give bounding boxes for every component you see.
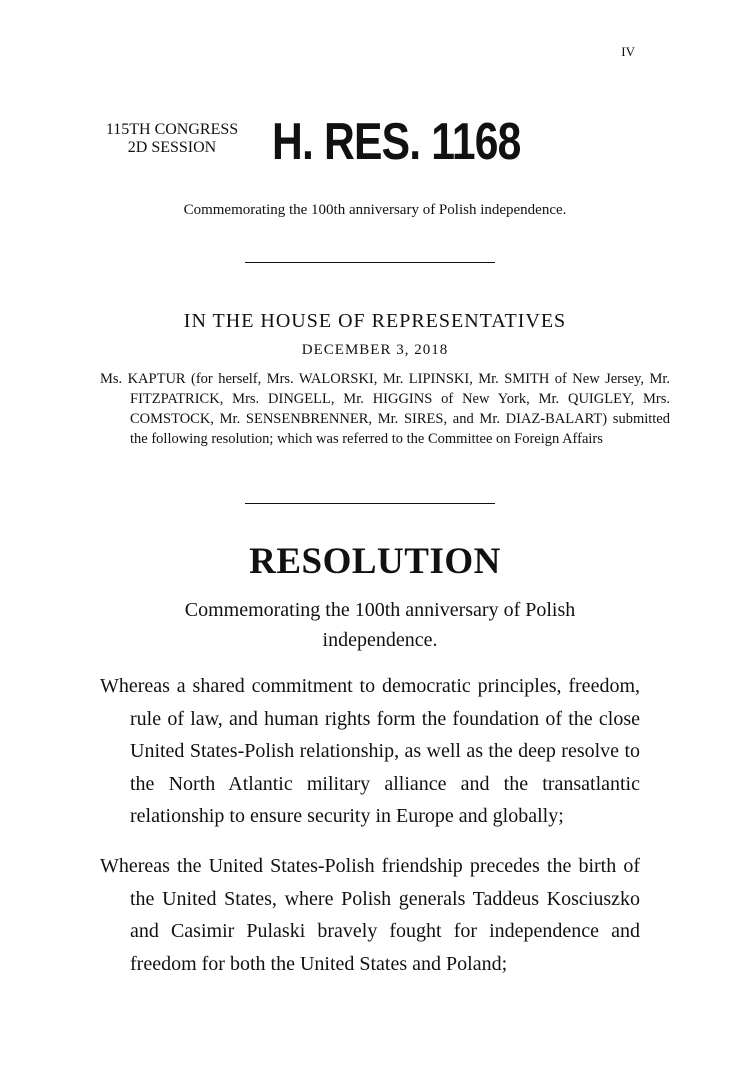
short-title: Commemorating the 100th anniversary of Polish independence.: [183, 202, 567, 218]
bill-number: H. RES. 1168: [272, 113, 521, 171]
resolution-heading: RESOLUTION: [249, 541, 501, 582]
chamber-name: IN THE HOUSE OF REPRESENTATIVES: [183, 310, 567, 332]
divider-top: [245, 262, 495, 263]
divider-bottom: [245, 503, 495, 504]
congress-session-block: [88, 121, 256, 157]
corner-mark: IV: [621, 44, 635, 59]
date-text: DECEMBER 3, 2018: [301, 342, 449, 358]
whereas-clause-2: Whereas the United States-Polish friendship precedes the birth of the United States, where Polish generals Taddeus Kosciuszko and Casimir Pulaski bravely fought for independence and freedom for both the United States and Poland;: [100, 855, 640, 975]
resolution-title: Commemorating the 100th anniversary of Polish independence.: [184, 599, 576, 651]
congress-number: 115TH CONGRESS: [105, 121, 239, 138]
sponsor-intro: Ms. KAPTUR (for herself, Mrs. WALORSKI, Mr. LIPINSKI, Mr. SMITH of New Jersey, Mr. FITZPATRICK, Mrs. DINGELL, Mr. HIGGINS of New York, Mr. QUIGLEY, Mrs. COMSTOCK, Mr. SENSENBRENNER, Mr. SIRES, and Mr. DIAZ-BALART) submitted the following resolution; which was referred to the Committee on Foreign Affairs: [100, 371, 670, 447]
whereas-clause-1: Whereas a shared commitment to democratic principles, freedom, rule of law, and human rights form the foundation of the close United States-Polish relationship, as well as the deep resolve to the North Atlantic military alliance and the transatlantic relationship to ensure security in Europe and globally;: [100, 675, 640, 827]
introduction-date: [0, 342, 750, 359]
session-label: 2D SESSION: [127, 139, 217, 156]
